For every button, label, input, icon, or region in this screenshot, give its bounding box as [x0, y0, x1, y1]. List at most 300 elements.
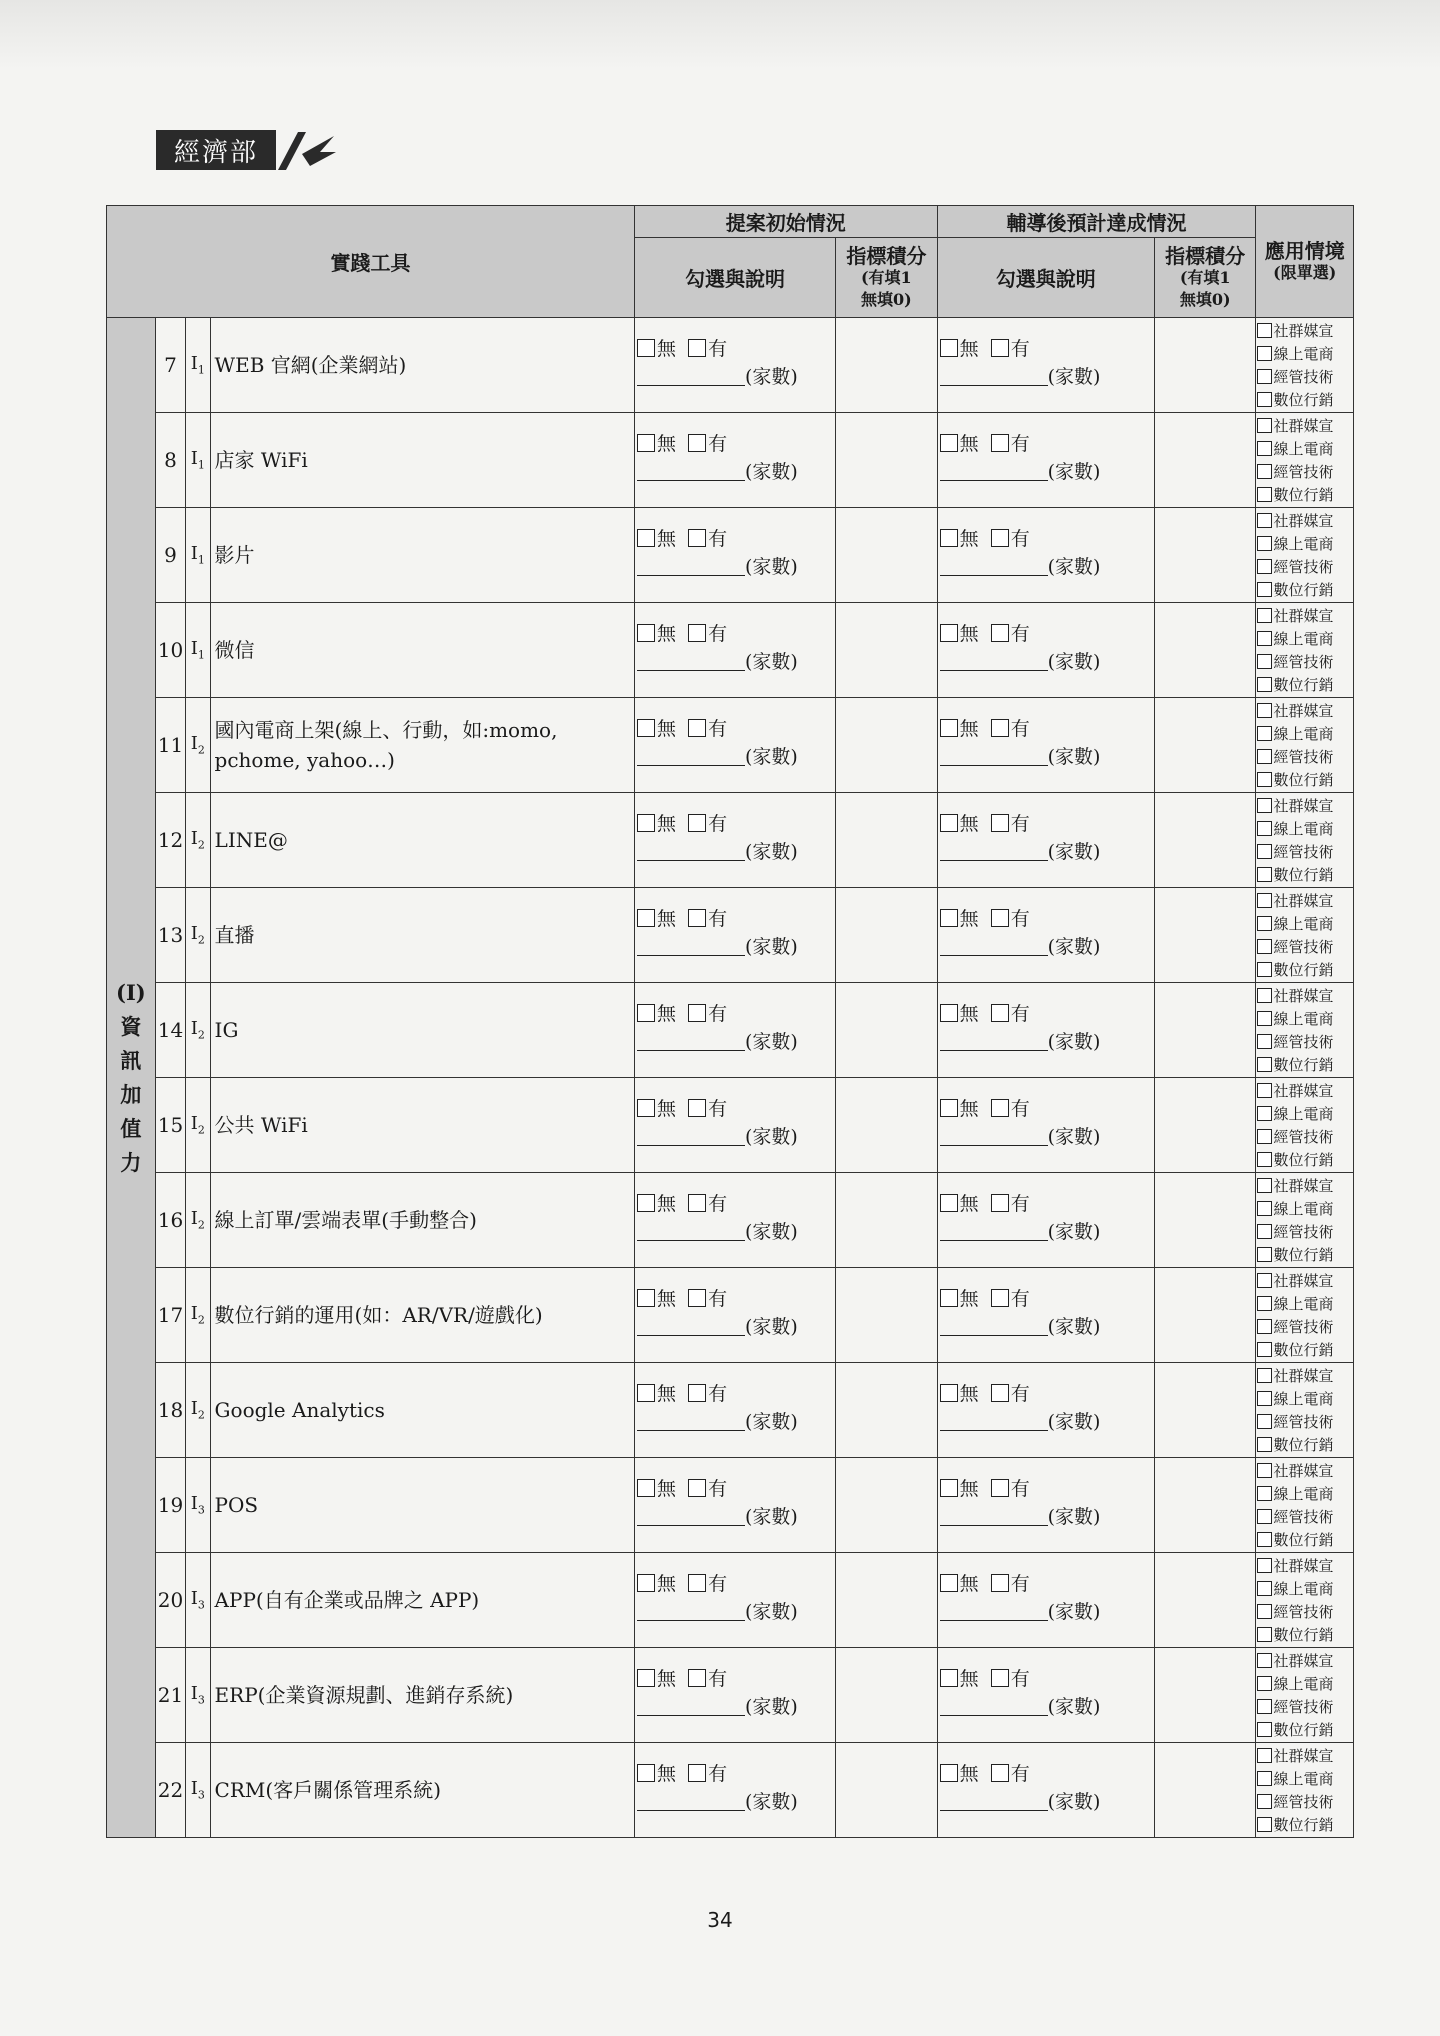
scenario-checkbox[interactable]	[1257, 631, 1272, 646]
initial-yes-checkbox[interactable]	[688, 1004, 706, 1022]
scenario-option[interactable]	[1257, 651, 1353, 674]
after-count-input[interactable]	[940, 1602, 1048, 1621]
scenario-option[interactable]	[1257, 769, 1353, 792]
initial-score-cell[interactable]	[836, 318, 938, 413]
after-no-checkbox[interactable]	[940, 339, 958, 357]
scenario-option[interactable]	[1257, 1814, 1353, 1837]
scenario-option[interactable]	[1257, 1175, 1353, 1198]
scenario-checkbox[interactable]	[1257, 1509, 1272, 1524]
scenario-option[interactable]	[1257, 700, 1353, 723]
scenario-option[interactable]	[1257, 1483, 1353, 1506]
initial-count-input[interactable]	[637, 937, 745, 956]
initial-count-input[interactable]	[637, 1792, 745, 1811]
scenario-checkbox[interactable]	[1257, 726, 1272, 741]
scenario-checkbox[interactable]	[1257, 1653, 1272, 1668]
option-no-label: 無	[657, 1383, 677, 1405]
initial-count-input[interactable]	[637, 1127, 745, 1146]
scenario-option[interactable]	[1257, 366, 1353, 389]
scenario-checkbox[interactable]	[1257, 1011, 1272, 1026]
after-no-checkbox[interactable]	[940, 1194, 958, 1212]
after-yes-checkbox[interactable]	[991, 814, 1009, 832]
scenario-checkbox[interactable]	[1257, 1368, 1272, 1383]
initial-count-input[interactable]	[637, 462, 745, 481]
initial-yes-checkbox[interactable]	[688, 814, 706, 832]
after-no-checkbox[interactable]	[940, 434, 958, 452]
scenario-option[interactable]	[1257, 1054, 1353, 1077]
initial-no-checkbox[interactable]	[637, 339, 655, 357]
after-yes-checkbox[interactable]	[991, 719, 1009, 737]
scenario-option[interactable]	[1257, 1745, 1353, 1768]
initial-no-checkbox[interactable]	[637, 1669, 655, 1687]
option-no-label: 無	[657, 1763, 677, 1785]
after-score-cell[interactable]	[1154, 1743, 1256, 1838]
after-yes-checkbox[interactable]	[991, 1574, 1009, 1592]
after-no-checkbox[interactable]	[940, 814, 958, 832]
scenario-checkbox[interactable]	[1257, 1771, 1272, 1786]
after-yes-checkbox[interactable]	[991, 1764, 1009, 1782]
scenario-option[interactable]	[1257, 1601, 1353, 1624]
after-no-checkbox[interactable]	[940, 1574, 958, 1592]
initial-score-cell[interactable]	[836, 1173, 938, 1268]
initial-no-checkbox[interactable]	[637, 1574, 655, 1592]
option-no-label: 無	[959, 1288, 979, 1310]
row-level: $I_1$	[186, 413, 210, 508]
scenario-checkbox[interactable]	[1257, 893, 1272, 908]
initial-no-checkbox[interactable]	[637, 814, 655, 832]
scenario-checkbox[interactable]	[1257, 798, 1272, 813]
initial-yes-checkbox[interactable]	[688, 909, 706, 927]
scenario-option[interactable]	[1257, 1719, 1353, 1742]
scenario-checkbox[interactable]	[1257, 1699, 1272, 1714]
scenario-option[interactable]	[1257, 1411, 1353, 1434]
initial-no-checkbox[interactable]	[637, 909, 655, 927]
scenario-checkbox[interactable]	[1257, 346, 1272, 361]
initial-no-checkbox[interactable]	[637, 1479, 655, 1497]
after-count-input[interactable]	[940, 747, 1048, 766]
scenario-option[interactable]	[1257, 1578, 1353, 1601]
initial-no-checkbox[interactable]	[637, 1004, 655, 1022]
ministry-emblem-icon	[276, 130, 346, 170]
scenario-checkbox[interactable]	[1257, 962, 1272, 977]
scenario-option[interactable]	[1257, 841, 1353, 864]
scenario-checkbox[interactable]	[1257, 1817, 1272, 1832]
scenario-option[interactable]	[1257, 818, 1353, 841]
scenario-cell	[1256, 1363, 1354, 1458]
unit-label: (家數)	[745, 1601, 798, 1623]
scenario-option[interactable]	[1257, 1293, 1353, 1316]
scenario-checkbox[interactable]	[1257, 392, 1272, 407]
after-yes-checkbox[interactable]	[991, 1099, 1009, 1117]
scenario-option[interactable]	[1257, 1624, 1353, 1647]
scenario-option[interactable]	[1257, 1080, 1353, 1103]
unit-label: (家數)	[1047, 936, 1101, 958]
scenario-checkbox[interactable]	[1257, 1437, 1272, 1452]
scenario-option[interactable]	[1257, 1365, 1353, 1388]
scenario-option[interactable]	[1257, 746, 1353, 769]
scenario-checkbox[interactable]	[1257, 487, 1272, 502]
scenario-checkbox[interactable]	[1257, 1319, 1272, 1334]
initial-no-checkbox[interactable]	[637, 719, 655, 737]
scenario-option[interactable]	[1257, 1506, 1353, 1529]
initial-score-cell[interactable]	[836, 1363, 938, 1458]
table-row	[107, 1743, 1354, 1838]
scenario-checkbox[interactable]	[1257, 1201, 1272, 1216]
scenario-option[interactable]	[1257, 484, 1353, 507]
scenario-option[interactable]	[1257, 1791, 1353, 1814]
scenario-checkbox[interactable]	[1257, 1247, 1272, 1262]
initial-score-cell[interactable]	[836, 1743, 938, 1838]
after-no-checkbox[interactable]	[940, 1384, 958, 1402]
initial-count-input[interactable]	[637, 1602, 745, 1621]
scenario-option[interactable]	[1257, 415, 1353, 438]
scenario-label: 線上電商	[1273, 1675, 1334, 1693]
initial-yes-checkbox[interactable]	[688, 719, 706, 737]
initial-count-input[interactable]	[637, 1317, 745, 1336]
after-count-input[interactable]	[940, 557, 1048, 576]
after-yes-checkbox[interactable]	[991, 1194, 1009, 1212]
scenario-checkbox[interactable]	[1257, 1129, 1272, 1144]
scenario-option[interactable]	[1257, 438, 1353, 461]
initial-score-cell[interactable]	[836, 1078, 938, 1173]
initial-score-cell[interactable]	[836, 1553, 938, 1648]
after-score-cell[interactable]	[1154, 983, 1256, 1078]
option-yes-label: 有	[1010, 623, 1030, 645]
after-score-cell[interactable]	[1154, 1458, 1256, 1553]
scenario-checkbox[interactable]	[1257, 1722, 1272, 1737]
after-no-checkbox[interactable]	[940, 719, 958, 737]
scenario-option[interactable]	[1257, 985, 1353, 1008]
after-yes-checkbox[interactable]	[991, 909, 1009, 927]
scenario-option[interactable]	[1257, 890, 1353, 913]
scenario-option[interactable]	[1257, 1103, 1353, 1126]
initial-yes-checkbox[interactable]	[688, 624, 706, 642]
row-level: $I_2$	[186, 1173, 210, 1268]
after-no-checkbox[interactable]	[940, 529, 958, 547]
scenario-option[interactable]	[1257, 1696, 1353, 1719]
scenario-checkbox[interactable]	[1257, 772, 1272, 787]
scenario-option[interactable]	[1257, 461, 1353, 484]
scenario-option[interactable]	[1257, 1555, 1353, 1578]
after-yes-checkbox[interactable]	[991, 1669, 1009, 1687]
scenario-checkbox[interactable]	[1257, 464, 1272, 479]
category-char: (I)	[116, 979, 146, 1005]
scenario-option[interactable]	[1257, 1270, 1353, 1293]
after-score-cell[interactable]	[1154, 1648, 1256, 1743]
initial-score-cell[interactable]	[836, 793, 938, 888]
scenario-option[interactable]	[1257, 1388, 1353, 1411]
after-count-input[interactable]	[940, 1697, 1048, 1716]
scenario-option[interactable]	[1257, 320, 1353, 343]
scenario-checkbox[interactable]	[1257, 1224, 1272, 1239]
scenario-label: 經管技術	[1273, 843, 1334, 861]
initial-count-input[interactable]	[637, 1412, 745, 1431]
after-yes-checkbox[interactable]	[991, 1004, 1009, 1022]
initial-no-checkbox[interactable]	[637, 1194, 655, 1212]
after-count-input[interactable]	[940, 652, 1048, 671]
scenario-label: 社群媒宣	[1273, 512, 1334, 530]
option-yes-label: 有	[1010, 1668, 1030, 1690]
scenario-checkbox[interactable]	[1257, 1581, 1272, 1596]
initial-no-checkbox[interactable]	[637, 1764, 655, 1782]
scenario-checkbox[interactable]	[1257, 1414, 1272, 1429]
initial-count-input[interactable]	[637, 1697, 745, 1716]
initial-score-cell[interactable]	[836, 698, 938, 793]
scenario-cell	[1256, 413, 1354, 508]
initial-score-cell[interactable]	[836, 888, 938, 983]
initial-check-cell	[635, 888, 836, 983]
scenario-checkbox[interactable]	[1257, 1486, 1272, 1501]
unit-label: (家數)	[1047, 461, 1101, 483]
initial-count-input[interactable]	[637, 652, 745, 671]
after-count-input[interactable]	[940, 367, 1048, 386]
scenario-option[interactable]	[1257, 343, 1353, 366]
after-score-cell[interactable]	[1154, 318, 1256, 413]
scenario-option[interactable]	[1257, 1673, 1353, 1696]
after-score-cell[interactable]	[1154, 793, 1256, 888]
initial-count-input[interactable]	[637, 367, 745, 386]
after-count-input[interactable]	[940, 1792, 1048, 1811]
initial-count-input[interactable]	[637, 557, 745, 576]
after-count-input[interactable]	[940, 1127, 1048, 1146]
after-no-checkbox[interactable]	[940, 624, 958, 642]
option-yes-label: 有	[1010, 908, 1030, 930]
scenario-option[interactable]	[1257, 723, 1353, 746]
initial-no-checkbox[interactable]	[637, 529, 655, 547]
initial-yes-checkbox[interactable]	[688, 1194, 706, 1212]
initial-check-cell	[635, 318, 836, 413]
scenario-label: 數位行銷	[1273, 486, 1334, 504]
after-score-cell[interactable]	[1154, 1553, 1256, 1648]
after-yes-checkbox[interactable]	[991, 1384, 1009, 1402]
initial-yes-checkbox[interactable]	[688, 529, 706, 547]
initial-no-checkbox[interactable]	[637, 1289, 655, 1307]
scenario-checkbox[interactable]	[1257, 1106, 1272, 1121]
scenario-checkbox[interactable]	[1257, 1627, 1272, 1642]
initial-yes-checkbox[interactable]	[688, 434, 706, 452]
after-score-cell[interactable]	[1154, 888, 1256, 983]
scenario-label: 經管技術	[1273, 938, 1334, 956]
scenario-checkbox[interactable]	[1257, 654, 1272, 669]
scenario-checkbox[interactable]	[1257, 1083, 1272, 1098]
after-count-input[interactable]	[940, 462, 1048, 481]
scenario-option[interactable]	[1257, 936, 1353, 959]
initial-yes-checkbox[interactable]	[688, 1384, 706, 1402]
after-yes-checkbox[interactable]	[991, 1289, 1009, 1307]
after-count-input[interactable]	[940, 1222, 1048, 1241]
after-score-cell[interactable]	[1154, 1268, 1256, 1363]
option-yes-label: 有	[708, 623, 728, 645]
after-yes-checkbox[interactable]	[991, 434, 1009, 452]
initial-yes-checkbox[interactable]	[688, 1574, 706, 1592]
scenario-checkbox[interactable]	[1257, 1342, 1272, 1357]
scenario-checkbox[interactable]	[1257, 513, 1272, 528]
category-char: 資	[120, 1013, 142, 1039]
after-no-checkbox[interactable]	[940, 1099, 958, 1117]
row-level: $I_3$	[186, 1743, 210, 1838]
scenario-option[interactable]	[1257, 628, 1353, 651]
scenario-checkbox[interactable]	[1257, 1532, 1272, 1547]
scenario-checkbox[interactable]	[1257, 418, 1272, 433]
scenario-option[interactable]	[1257, 1460, 1353, 1483]
scenario-checkbox[interactable]	[1257, 1152, 1272, 1167]
after-score-cell[interactable]	[1154, 508, 1256, 603]
table-row	[107, 983, 1354, 1078]
initial-yes-checkbox[interactable]	[688, 339, 706, 357]
after-yes-checkbox[interactable]	[991, 624, 1009, 642]
scenario-option[interactable]	[1257, 1008, 1353, 1031]
after-count-input[interactable]	[940, 1317, 1048, 1336]
initial-check-cell	[635, 1458, 836, 1553]
scenario-checkbox[interactable]	[1257, 582, 1272, 597]
scenario-checkbox[interactable]	[1257, 844, 1272, 859]
after-count-input[interactable]	[940, 1507, 1048, 1526]
scenario-option[interactable]	[1257, 1126, 1353, 1149]
scenario-label: 經管技術	[1273, 1793, 1334, 1811]
scenario-checkbox[interactable]	[1257, 1676, 1272, 1691]
unit-label: (家數)	[745, 841, 798, 863]
after-yes-checkbox[interactable]	[991, 1479, 1009, 1497]
initial-score-cell[interactable]	[836, 1648, 938, 1743]
initial-check-cell	[635, 603, 836, 698]
after-check-cell	[937, 1268, 1154, 1363]
scenario-option[interactable]	[1257, 1768, 1353, 1791]
initial-score-cell[interactable]	[836, 413, 938, 508]
scenario-label: 經管技術	[1273, 558, 1334, 576]
after-score-cell[interactable]	[1154, 698, 1256, 793]
scenario-option[interactable]	[1257, 533, 1353, 556]
scenario-option[interactable]	[1257, 556, 1353, 579]
scenario-option[interactable]	[1257, 1650, 1353, 1673]
scenario-checkbox[interactable]	[1257, 323, 1272, 338]
scenario-checkbox[interactable]	[1257, 1391, 1272, 1406]
unit-label: (家數)	[745, 1126, 798, 1148]
scenario-checkbox[interactable]	[1257, 1463, 1272, 1478]
scenario-option[interactable]	[1257, 1316, 1353, 1339]
header-after-group: 輔導後預計達成情況	[937, 206, 1256, 238]
initial-score-cell[interactable]	[836, 603, 938, 698]
after-score-cell[interactable]	[1154, 1363, 1256, 1458]
scenario-checkbox[interactable]	[1257, 1558, 1272, 1573]
after-no-checkbox[interactable]	[940, 1479, 958, 1497]
after-score-cell[interactable]	[1154, 1173, 1256, 1268]
scenario-option[interactable]	[1257, 913, 1353, 936]
after-count-input[interactable]	[940, 937, 1048, 956]
after-yes-checkbox[interactable]	[991, 529, 1009, 547]
scenario-option[interactable]	[1257, 1149, 1353, 1172]
initial-score-cell[interactable]	[836, 508, 938, 603]
scenario-checkbox[interactable]	[1257, 821, 1272, 836]
scenario-option[interactable]	[1257, 579, 1353, 602]
scenario-checkbox[interactable]	[1257, 939, 1272, 954]
row-number: 13	[155, 888, 185, 983]
initial-count-input[interactable]	[637, 842, 745, 861]
scenario-checkbox[interactable]	[1257, 1178, 1272, 1193]
initial-yes-checkbox[interactable]	[688, 1764, 706, 1782]
scenario-checkbox[interactable]	[1257, 749, 1272, 764]
scenario-option[interactable]	[1257, 1198, 1353, 1221]
scenario-checkbox[interactable]	[1257, 441, 1272, 456]
scenario-option[interactable]	[1257, 389, 1353, 412]
table-row	[107, 1078, 1354, 1173]
scenario-option[interactable]	[1257, 674, 1353, 697]
scenario-checkbox[interactable]	[1257, 559, 1272, 574]
initial-count-input[interactable]	[637, 1222, 745, 1241]
scenario-checkbox[interactable]	[1257, 677, 1272, 692]
initial-no-checkbox[interactable]	[637, 1384, 655, 1402]
initial-check-cell	[635, 1648, 836, 1743]
scenario-checkbox[interactable]	[1257, 867, 1272, 882]
scenario-checkbox[interactable]	[1257, 1794, 1272, 1809]
scenario-option[interactable]	[1257, 1031, 1353, 1054]
after-score-cell[interactable]	[1154, 603, 1256, 698]
option-no-label: 無	[959, 1383, 979, 1405]
scenario-option[interactable]	[1257, 959, 1353, 982]
scenario-option[interactable]	[1257, 1339, 1353, 1362]
initial-score-cell[interactable]	[836, 1268, 938, 1363]
after-count-input[interactable]	[940, 1032, 1048, 1051]
scenario-option[interactable]	[1257, 864, 1353, 887]
scenario-checkbox[interactable]	[1257, 1273, 1272, 1288]
initial-score-cell[interactable]	[836, 1458, 938, 1553]
initial-score-cell[interactable]	[836, 983, 938, 1078]
after-score-cell[interactable]	[1154, 413, 1256, 508]
initial-yes-checkbox[interactable]	[688, 1289, 706, 1307]
initial-yes-checkbox[interactable]	[688, 1669, 706, 1687]
scenario-checkbox[interactable]	[1257, 1034, 1272, 1049]
after-no-checkbox[interactable]	[940, 1669, 958, 1687]
after-yes-checkbox[interactable]	[991, 339, 1009, 357]
after-no-checkbox[interactable]	[940, 909, 958, 927]
initial-count-input[interactable]	[637, 1032, 745, 1051]
after-no-checkbox[interactable]	[940, 1289, 958, 1307]
initial-yes-checkbox[interactable]	[688, 1099, 706, 1117]
scenario-option[interactable]	[1257, 1221, 1353, 1244]
after-score-cell[interactable]	[1154, 1078, 1256, 1173]
scenario-option[interactable]	[1257, 510, 1353, 533]
scenario-checkbox[interactable]	[1257, 703, 1272, 718]
scenario-option[interactable]	[1257, 605, 1353, 628]
row-level: $I_2$	[186, 983, 210, 1078]
scenario-option[interactable]	[1257, 795, 1353, 818]
initial-count-input[interactable]	[637, 747, 745, 766]
initial-no-checkbox[interactable]	[637, 1099, 655, 1117]
scenario-checkbox[interactable]	[1257, 369, 1272, 384]
scenario-checkbox[interactable]	[1257, 1604, 1272, 1619]
scenario-checkbox[interactable]	[1257, 916, 1272, 931]
after-no-checkbox[interactable]	[940, 1004, 958, 1022]
initial-count-input[interactable]	[637, 1507, 745, 1526]
initial-no-checkbox[interactable]	[637, 624, 655, 642]
after-count-input[interactable]	[940, 1412, 1048, 1431]
row-level: $I_2$	[186, 888, 210, 983]
unit-label: (家數)	[745, 366, 798, 388]
scenario-checkbox[interactable]	[1257, 1057, 1272, 1072]
scenario-option[interactable]	[1257, 1244, 1353, 1267]
scenario-label: 經管技術	[1273, 463, 1334, 481]
scenario-checkbox[interactable]	[1257, 1748, 1272, 1763]
after-no-checkbox[interactable]	[940, 1764, 958, 1782]
scenario-option[interactable]	[1257, 1529, 1353, 1552]
scenario-checkbox[interactable]	[1257, 988, 1272, 1003]
initial-yes-checkbox[interactable]	[688, 1479, 706, 1497]
scenario-option[interactable]	[1257, 1434, 1353, 1457]
after-check-cell	[937, 793, 1154, 888]
after-count-input[interactable]	[940, 842, 1048, 861]
scenario-checkbox[interactable]	[1257, 536, 1272, 551]
initial-no-checkbox[interactable]	[637, 434, 655, 452]
scenario-checkbox[interactable]	[1257, 608, 1272, 623]
scenario-checkbox[interactable]	[1257, 1296, 1272, 1311]
